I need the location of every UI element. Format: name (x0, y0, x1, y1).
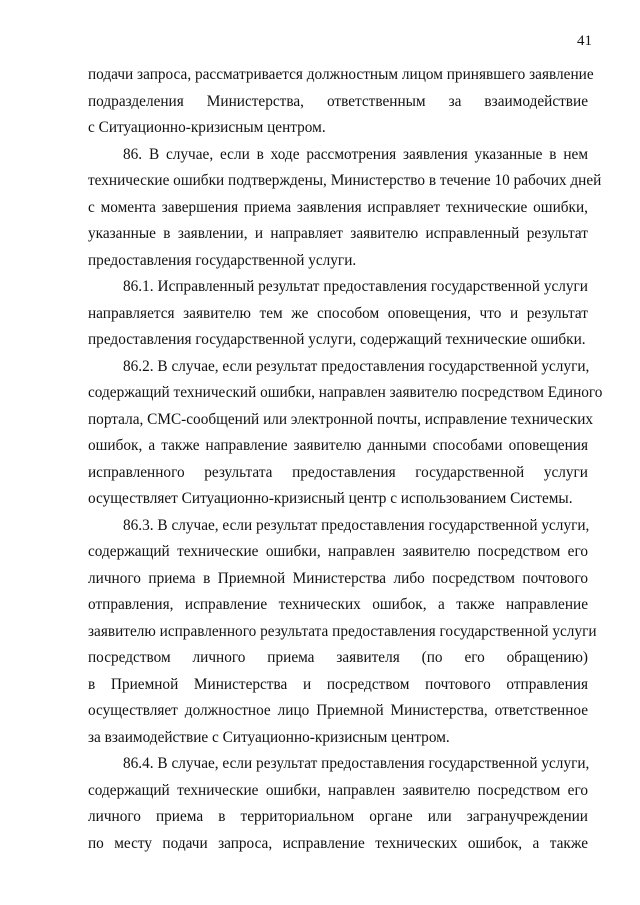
text-line: 86. В случае, если в ходе рассмотрения заявления указанные в нем (123, 145, 588, 163)
text-line: посредством личного приема заявителя (по его обращению) (88, 649, 588, 666)
text-line: осуществляет должностное лицо Приемной Министерства, ответственное (88, 702, 588, 719)
text-line: в Приемной Министерства и посредством почтового отправления (88, 675, 588, 693)
text-line: личного приема в Приемной Министерства либо посредством почтового (88, 569, 588, 587)
paragraph-86-3 (88, 513, 597, 752)
text-line: личного приема в территориальном органе или загранучреждении (88, 808, 588, 825)
text-line: 86.1. Исправленный результат предоставления государственной услуги (123, 278, 588, 295)
text-line: по месту подачи запроса, исправление технических ошибок, а также (88, 834, 588, 852)
text-line: 86.2. В случае, если результат предоставления государственной услуги, (123, 357, 590, 375)
text-line: содержащий технические ошибки, направлен заявителю посредством его (88, 543, 588, 560)
text-line: 86.4. В случае, если результат предоставления государственной услуги, (123, 755, 590, 772)
text-line: предоставления государственной услуги. (88, 251, 357, 269)
paragraph-86-1 (88, 274, 588, 354)
text-line: подразделения Министерства, ответственным за взаимодействие (88, 92, 588, 110)
text-line: подачи запроса, рассматривается должностным лицом принявшего заявление (88, 66, 594, 83)
text-line: исправленного результата предоставления государственной услуги (88, 463, 588, 481)
paragraph-86 (88, 142, 602, 275)
document-body (88, 62, 603, 857)
text-line: портала, СМС-сообщений или электронной почты, исправление технических (88, 410, 594, 428)
text-line: с Ситуационно-кризисным центром. (88, 119, 326, 136)
paragraph-continuation (88, 62, 594, 142)
text-line: осуществляет Ситуационно-кризисный центр с использованием Системы. (88, 490, 573, 507)
text-line: указанные в заявлении, и направляет заявителю исправленный результат (88, 225, 588, 242)
text-line: содержащий технический ошибки, направлен заявителю посредством Единого (88, 384, 603, 401)
text-line: заявителю исправленного результата предоставления государственной услуги (88, 622, 597, 640)
text-line: за взаимодействие с Ситуационно-кризисным центром. (88, 728, 450, 746)
text-line: отправления, исправление технических ошибок, а также направление (88, 596, 588, 613)
text-line: 86.3. В случае, если результат предоставления государственной услуги, (123, 516, 590, 534)
text-line: содержащий технические ошибки, направлен заявителю посредством его (88, 781, 588, 799)
text-line: ошибок, а также направление заявителю данными способами оповещения (88, 437, 588, 454)
paragraph-86-4 (88, 751, 588, 857)
text-line: технические ошибки подтверждены, Министерство в течение 10 рабочих дней (88, 172, 602, 189)
page-number: 41 (577, 33, 592, 49)
text-line: предоставления государственной услуги, содержащий технические ошибки. (88, 331, 586, 348)
paragraph-86-2 (88, 354, 603, 513)
text-line: направляется заявителю тем же способом оповещения, что и результат (88, 304, 588, 322)
text-line: с момента завершения приема заявления исправляет технические ошибки, (88, 198, 588, 216)
